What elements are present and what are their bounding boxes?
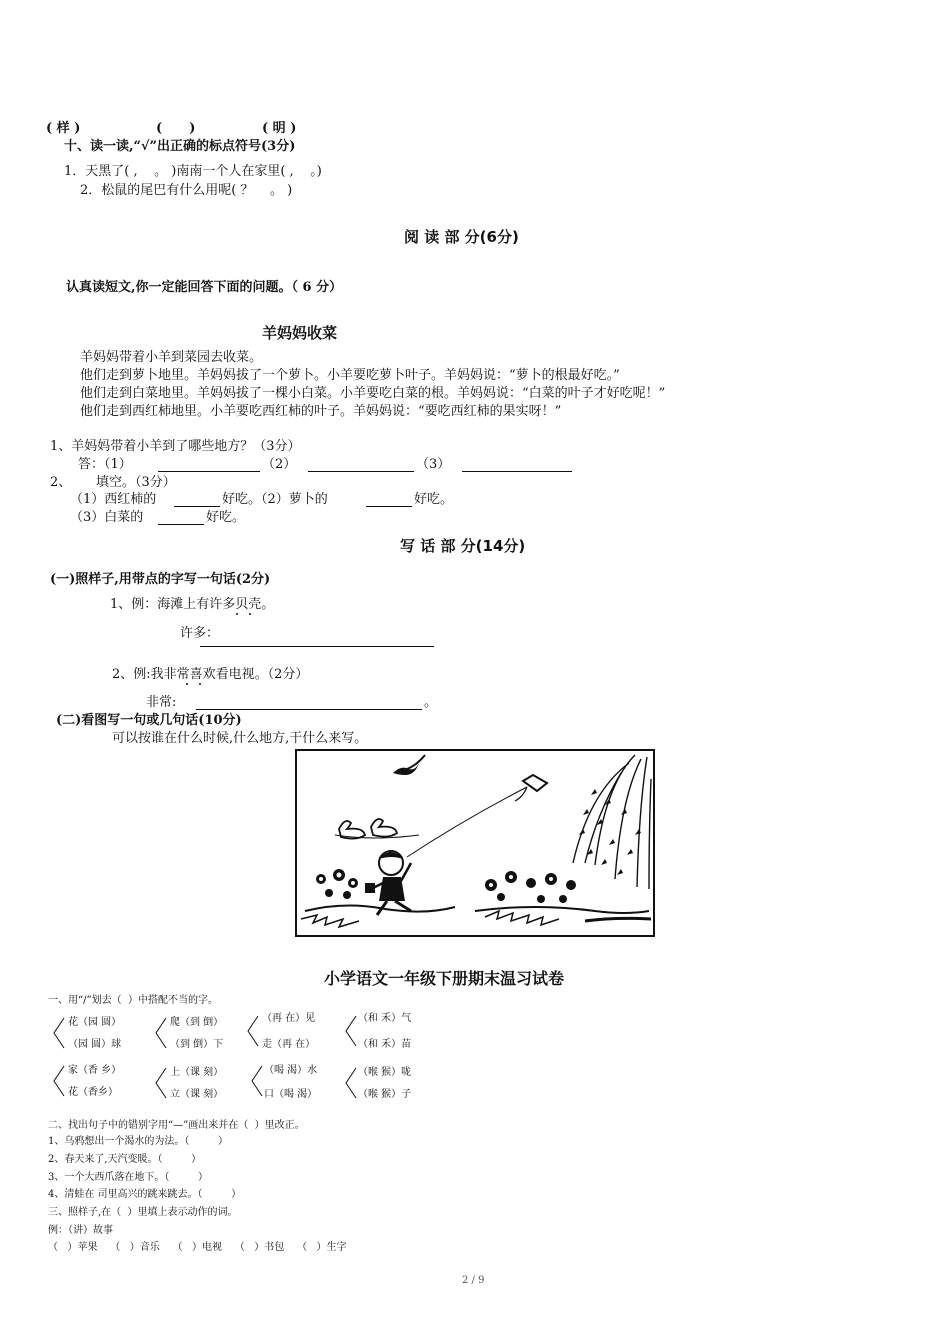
fill-blank-1[interactable]	[174, 506, 220, 507]
bracket	[52, 1016, 66, 1050]
match-item: 花（园 圆）	[68, 1017, 122, 1028]
match-item: 上（课 刻）	[170, 1067, 224, 1078]
emphasis-dot	[249, 613, 251, 615]
s2-item: 3、一个大西爪落在地下。（ ）	[48, 1172, 208, 1183]
fill-line1-c: 好吃。	[414, 492, 454, 507]
bracket	[246, 1014, 260, 1048]
writing-part2-title: (二)看图写一句或几句话(10分)	[56, 713, 242, 728]
emphasis-dot	[199, 683, 201, 685]
writing-part2-hint: 可以按谁在什么时候,什么地方,干什么来写。	[112, 731, 368, 746]
story-line: 他们走到白菜地里。羊妈妈拔了一棵小白菜。小羊要吃白菜的根。羊妈妈说：“白菜的叶子才好吃呢！”	[80, 386, 666, 401]
s2-item: 1、乌鸦想出一个渴水的为法。（ ）	[48, 1136, 228, 1147]
emphasis-dot	[186, 683, 188, 685]
bracket	[154, 1066, 168, 1100]
exam2-s3-title: 三、照样子,在（ ）里填上表示动作的词。	[48, 1207, 238, 1218]
match-item: （和 禾）气	[358, 1013, 412, 1024]
pair-3: ( 明 )	[262, 121, 297, 136]
q1-blank3-label: （3）	[416, 457, 451, 472]
match-item: （喉 猴）子	[358, 1089, 412, 1100]
reading-q2-label: 填空。（3分）	[96, 475, 176, 490]
story-line: 他们走到西红柿地里。小羊要吃西红柿的叶子。羊妈妈说：“要吃西红柿的果实呀！”	[80, 404, 562, 419]
s2-item: 4、清蛙在 司里高兴的跳来跳去。（ ）	[48, 1189, 242, 1200]
fill-line2-a: （3）白菜的	[70, 510, 144, 525]
s3-items: （ ）苹果 （ ）音乐 （ ）电视 （ ）书包 （ ）生字	[48, 1242, 347, 1253]
match-item: （再 在）见	[262, 1013, 316, 1024]
bracket	[344, 1066, 358, 1100]
reading-instruction: 认真读短文,你一定能回答下面的问题。（ 6 分）	[66, 280, 343, 295]
story-line: 羊妈妈带着小羊到菜园去收菜。	[80, 350, 263, 365]
exam2-s2-title: 二、找出句子中的错别字用“—”画出来并在（ ）里改正。	[48, 1120, 305, 1131]
pair-2: ( )	[156, 121, 196, 136]
section10-title: 十、读一读,“√”出正确的标点符号(3分)	[64, 139, 296, 154]
page-number: 2 / 9	[462, 1275, 485, 1286]
example-2-end: 。	[424, 695, 438, 710]
exam2-title: 小学语文一年级下册期末温习试卷	[324, 969, 565, 988]
q1-answer-prefix: 答：（1）	[78, 457, 132, 472]
answer-blank-2[interactable]	[308, 471, 414, 472]
bracket	[344, 1014, 358, 1048]
emphasis-dot	[236, 613, 238, 615]
bracket	[250, 1064, 264, 1098]
exam2-s1-title: 一、用“/”划去（ ）中搭配不当的字。	[48, 995, 218, 1006]
fill-line1-b: 好吃。（2）萝卜的	[222, 492, 328, 507]
example-2-word: 非常:	[146, 695, 177, 710]
fill-blank-2[interactable]	[366, 506, 412, 507]
bracket	[154, 1016, 168, 1050]
fill-line2-b: 好吃。	[206, 510, 246, 525]
match-item: 走（再 在）	[262, 1039, 316, 1050]
example-2: 2、例:我非常喜欢看电视。（2分）	[112, 667, 309, 682]
answer-blank-1[interactable]	[158, 471, 260, 472]
section10-q1: 1．天黑了( , 。 )南南一个人在家里( , 。)	[64, 164, 322, 179]
example-1-word: 许多：	[180, 626, 220, 641]
match-item: （喉 猴）咙	[358, 1067, 412, 1078]
match-item: 爬（到 倒）	[170, 1017, 224, 1028]
story-title: 羊妈妈收菜	[262, 324, 338, 342]
writing-blank-2[interactable]	[196, 709, 422, 710]
match-item: （园 圆）球	[68, 1039, 122, 1050]
fill-blank-3[interactable]	[158, 524, 204, 525]
story-line: 他们走到萝卜地里。羊妈妈拔了一个萝卜。小羊要吃萝卜叶子。羊妈妈说：“萝卜的根最好吃。”	[80, 368, 620, 383]
section10-q2: 2．松鼠的尾巴有什么用呢( ？ 。 )	[80, 183, 293, 198]
writing-heading: 写 话 部 分(14分)	[400, 537, 526, 555]
bracket	[52, 1064, 66, 1098]
match-item: 花（香乡）	[68, 1087, 118, 1098]
pair-1: ( 样 )	[46, 121, 81, 136]
match-item: （到 倒）下	[170, 1039, 224, 1050]
match-item: 家（香 乡）	[68, 1065, 122, 1076]
match-item: 立（课 刻）	[170, 1089, 224, 1100]
q1-blank2-label: （2）	[262, 457, 297, 472]
reading-q2-num: 2、	[50, 475, 72, 490]
writing-part1-title: (一)照样子,用带点的字写一句话(2分)	[50, 572, 271, 587]
match-item: （喝 渴）水	[264, 1065, 318, 1076]
fill-line1-a: （1）西红柿的	[70, 492, 157, 507]
writing-blank-1[interactable]	[200, 646, 434, 647]
example-1: 1、例：海滩上有许多贝壳。	[110, 597, 275, 612]
s3-example: 例：（讲）故事	[48, 1225, 113, 1236]
answer-blank-3[interactable]	[462, 471, 572, 472]
reading-q1: 1、羊妈妈带着小羊到了哪些地方？（3分）	[50, 439, 301, 454]
match-item: （和 禾）苗	[358, 1039, 412, 1050]
s2-item: 2、春天来了,天汽变暖。（ ）	[48, 1154, 202, 1165]
kite-flying-illustration	[295, 749, 655, 937]
reading-heading: 阅 读 部 分(6分)	[404, 228, 519, 246]
match-item: 口（喝 渴）	[264, 1089, 318, 1100]
